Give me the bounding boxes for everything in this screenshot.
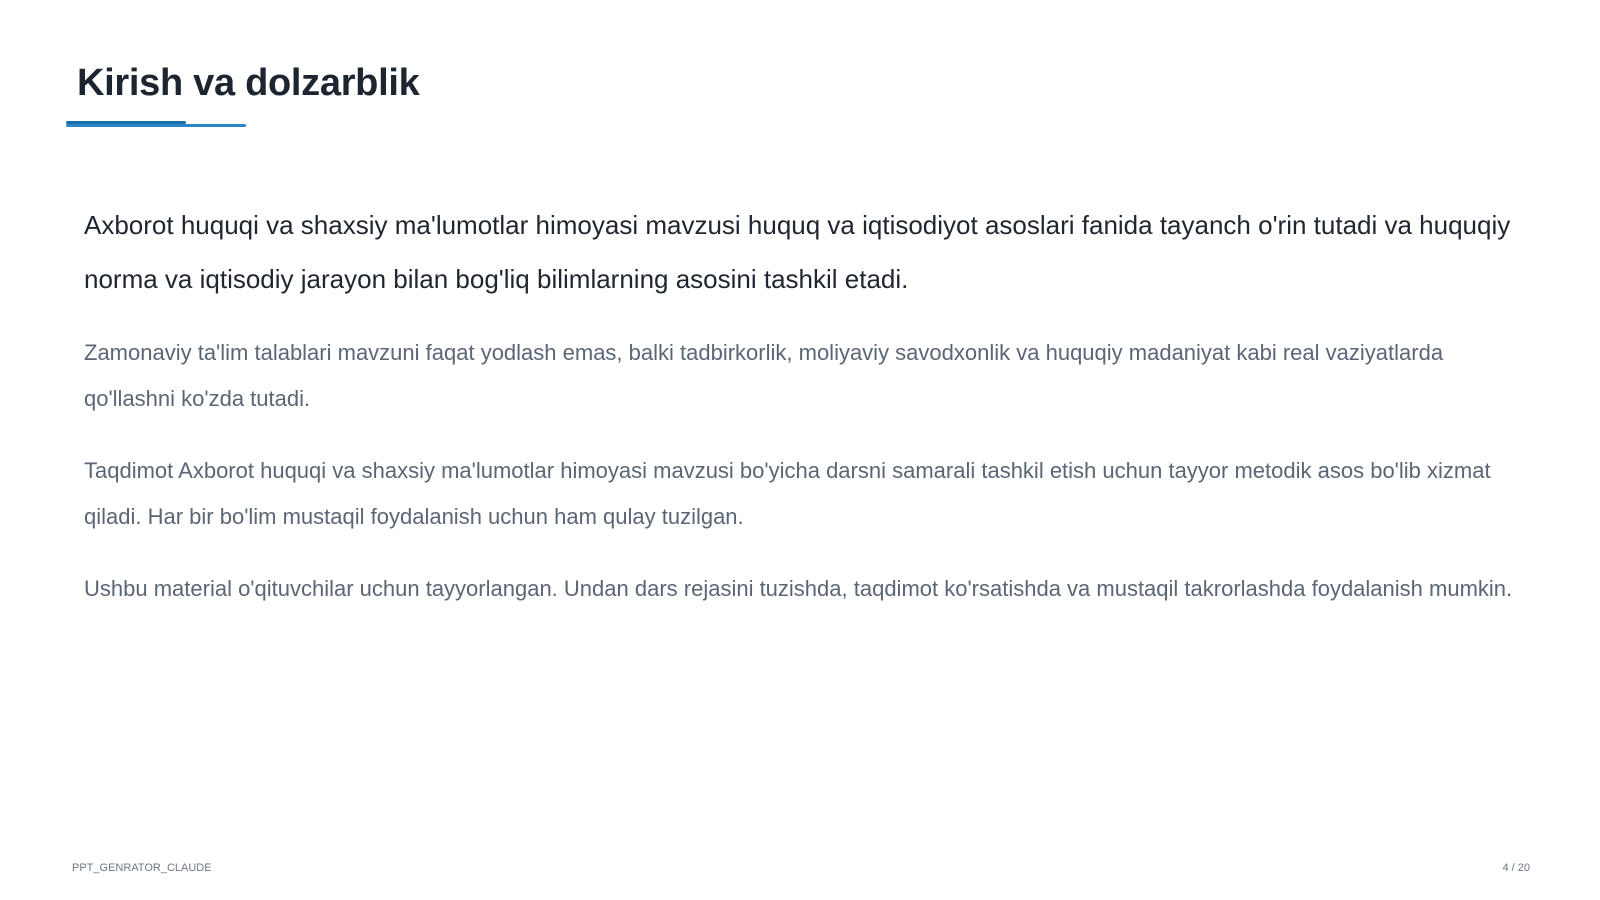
body-paragraph-3: Ushbu material o'qituvchilar uchun tayyorlangan. Undan dars rejasini tuzishda, taqdimot ko'rsatishda va mustaqil takrorlashda foydalanish mumkin. — [84, 576, 1513, 601]
title-underline-long — [66, 124, 246, 127]
title-underline — [66, 121, 246, 126]
slide-title: Kirish va dolzarblik — [77, 62, 420, 104]
lead-paragraph: Axborot huquqi va shaxsiy ma'lumotlar himoyasi mavzusi huquq va iqtisodiyot asoslari fanida tayanch o'rin tutadi va huquqiy norma va iqtisodiy jarayon bilan bog'liq bilimlarning asosini tashkil etadi. — [84, 210, 1511, 294]
footer-brand: PPT_GENRATOR_CLAUDE — [72, 862, 212, 874]
page-indicator: 4 / 20 — [1502, 862, 1530, 874]
body-paragraph-2: Taqdimot Axborot huquqi va shaxsiy ma'lumotlar himoyasi mavzusi bo'yicha darsni samarali tashkil etish uchun tayyor metodik asos bo'lib xizmat qiladi. Har bir bo'lim mustaqil foydalanish uchun ham qulay tuzilgan. — [84, 458, 1491, 529]
body-paragraph-1: Zamonaviy ta'lim talablari mavzuni faqat yodlash emas, balki tadbirkorlik, moliyaviy savodxonlik va huquqiy madaniyat kabi real vaziyatlarda qo'llashni ko'zda tutadi. — [84, 340, 1444, 411]
slide-content — [84, 198, 1514, 638]
